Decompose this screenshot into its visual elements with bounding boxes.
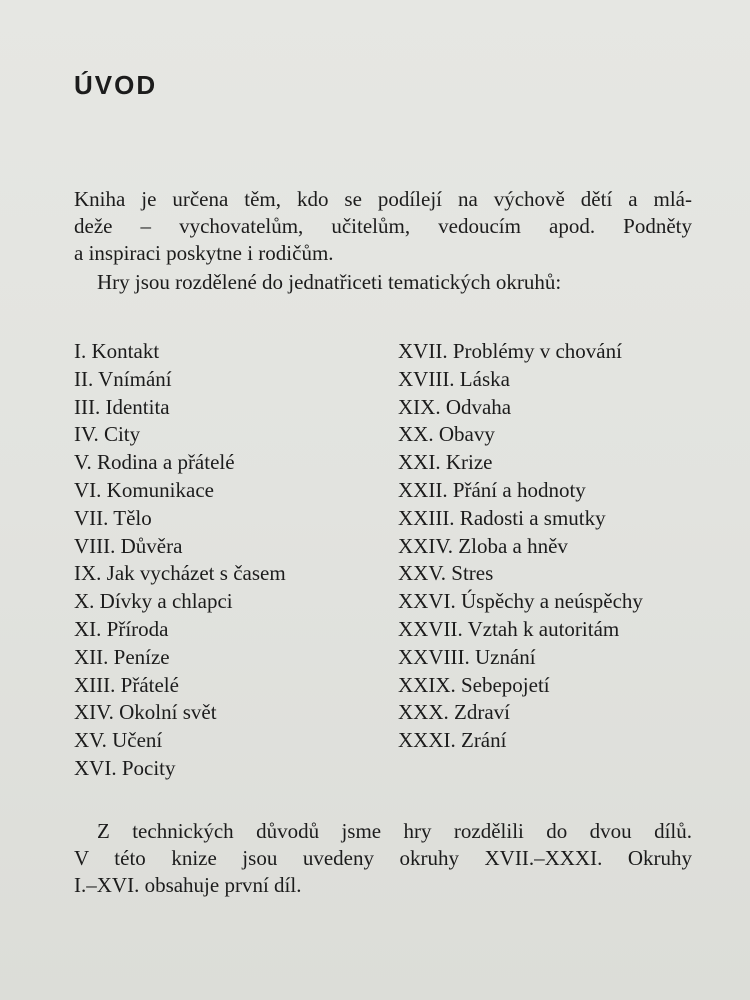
topic-item: I. Kontakt [74,339,160,363]
intro-paragraph [74,186,692,267]
topic-item: II. Vnímání [74,366,172,391]
topics-list-left [74,338,286,783]
topic-item: XXII. Přání a hodnoty [398,477,586,502]
topic-item: XVI. Pocity [74,755,176,780]
topic-item: V. Rodina a přátelé [74,450,235,475]
topic-item: XXIV. Zloba a hněv [398,533,568,558]
topic-item: XVIII. Láska [398,366,510,391]
topic-item: VI. Komunikace [74,477,214,502]
topic-item: IX. Jak vycházet s časem [74,561,286,586]
topics-intro: Hry jsou rozdělené do jednatřiceti tematických okruhů: [97,270,562,294]
topics-list-right [398,338,643,755]
topic-item: XII. Peníze [74,644,170,669]
topic-item: XXVI. Úspěchy a neúspěchy [398,589,643,614]
intro-line: deže – vychovatelům, učitelům, vedoucím apod. Podněty [74,214,692,238]
closing-line: Z technických důvodů jsme hry rozdělili do dvou dílů. [97,819,692,843]
topic-item: XXXI. Zrání [398,728,507,753]
topic-item: XIV. Okolní svět [74,700,217,725]
topic-item: III. Identita [74,394,170,419]
topic-item: XVII. Problémy v chování [398,339,622,363]
page-heading: ÚVOD [74,70,158,100]
closing-paragraph [74,818,692,899]
topic-item: XXV. Stres [398,561,494,586]
intro-line: Kniha je určena těm, kdo se podílejí na výchově dětí a mlá- [74,187,692,211]
topic-item: XI. Příroda [74,616,169,641]
topic-item: XX. Obavy [398,422,495,447]
topic-item: IV. City [74,422,141,447]
topic-item: XXI. Krize [398,450,493,475]
topic-item: VIII. Důvěra [74,533,183,558]
topic-item: XV. Učení [74,728,163,753]
intro-line: a inspiraci poskytne i rodičům. [74,241,334,265]
topic-item: XXX. Zdraví [398,700,510,725]
topic-item: VII. Tělo [74,505,152,530]
bleed-through-text [240,66,249,92]
topic-item: XIII. Přátelé [74,672,179,697]
topic-item: X. Dívky a chlapci [74,589,233,614]
topic-item: XXVII. Vztah k autoritám [398,616,620,641]
closing-line: I.–XVI. obsahuje první díl. [74,873,302,897]
closing-line: V této knize jsou uvedeny okruhy XVII.–XXXI. Okruhy [74,846,692,870]
topic-item: XIX. Odvaha [398,394,512,419]
topic-item: XXIII. Radosti a smutky [398,505,606,530]
topic-item: XXVIII. Uznání [398,644,536,669]
topic-item: XXIX. Sebepojetí [398,672,550,697]
